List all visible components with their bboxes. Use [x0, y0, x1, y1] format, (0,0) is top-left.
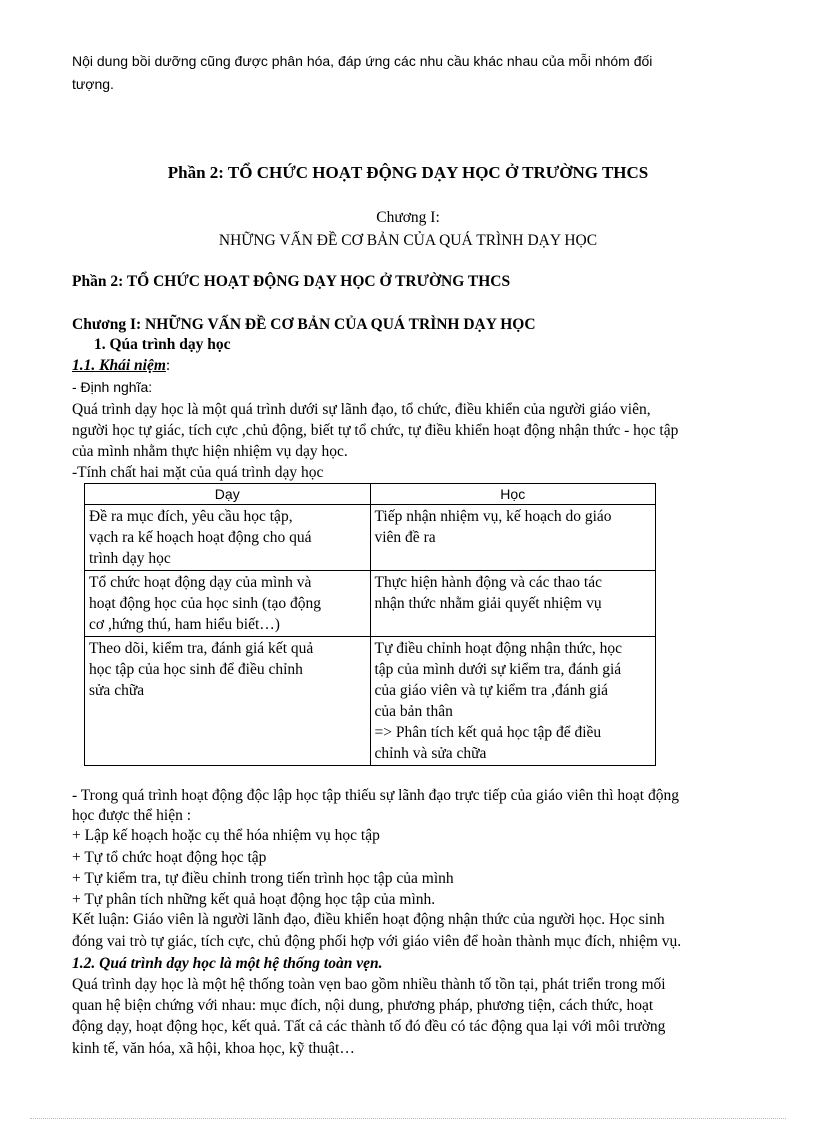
- subsection-1-1-title: 1.1. Khái niệm: [72, 357, 166, 374]
- subsection-1-1-heading: [72, 355, 170, 376]
- system-line-2: quan hệ biện chứng với nhau: mục đích, nội dung, phương pháp, phương tiện, cách thức, hoạt: [72, 997, 654, 1014]
- main-heading-part: Phần 2: TỔ CHỨC HOẠT ĐỘNG DẠY HỌC Ở TRƯỜNG THCS: [167, 163, 649, 182]
- cell-line: Đề ra mục đích, yêu cầu học tập,: [89, 508, 293, 525]
- two-sides-label: -Tính chất hai mặt của quá trình dạy học: [72, 464, 324, 481]
- table-cell-hoc: [370, 637, 656, 766]
- cell-line: trình dạy học: [89, 550, 171, 567]
- cell-line: nhận thức nhằm giải quyết nhiệm vụ: [374, 595, 602, 612]
- cell-line: Tiếp nhận nhiệm vụ, kế hoạch do giáo: [374, 508, 612, 525]
- teaching-learning-table: [84, 483, 656, 766]
- cell-line: của giáo viên và tự kiểm tra ,đánh giá: [374, 682, 608, 699]
- independent-line-1: - Trong quá trình hoạt động độc lập học tập thiếu sự lãnh đạo trực tiếp của giáo viên thì hoạt động: [72, 787, 679, 804]
- chapter-line: Chương I: NHỮNG VẤN ĐỀ CƠ BẢN CỦA QUÁ TRÌNH DẠY HỌC: [72, 316, 536, 333]
- table-header-row: [85, 484, 656, 505]
- cell-line: hoạt động học của học sinh (tạo động: [89, 595, 322, 612]
- section-1-heading: 1. Qúa trình dạy học: [94, 336, 231, 353]
- definition-label: - Định nghĩa:: [72, 379, 153, 395]
- cell-line: Tự điều chỉnh hoạt động nhận thức, học: [374, 640, 623, 657]
- cell-line: Thực hiện hành động và các thao tác: [374, 574, 602, 591]
- system-line-1: Quá trình dạy học là một hệ thống toàn vẹn bao gồm nhiều thành tố tồn tại, phát triển trong mối: [72, 976, 666, 993]
- definition-line-2: người học tự giác, tích cực ,chủ động, biết tự tổ chức, tự điều khiển hoạt động nhận thức - học tập: [72, 422, 679, 439]
- definition-line-3: của mình nhằm thực hiện nhiệm vụ dạy học.: [72, 443, 348, 460]
- bullet-item: + Lập kế hoạch hoặc cụ thể hóa nhiệm vụ học tập: [72, 827, 380, 844]
- definition-line-1: Quá trình dạy học là một quá trình dưới sự lãnh đạo, tổ chức, điều khiển của người giáo viên,: [72, 401, 651, 418]
- table-header-day: Dạy: [85, 484, 371, 505]
- bullet-item: + Tự kiểm tra, tự điều chỉnh trong tiến trình học tập của mình: [72, 870, 454, 887]
- table-header-hoc: Học: [370, 484, 656, 505]
- cell-line: của bản thân: [374, 703, 453, 720]
- independent-line-2: học được thể hiện :: [72, 807, 192, 824]
- part-line: Phần 2: TỔ CHỨC HOẠT ĐỘNG DẠY HỌC Ở TRƯỜNG THCS: [72, 273, 511, 290]
- intro-line-1: Nội dung bồi dưỡng cũng được phân hóa, đáp ứng các nhu cầu khác nhau của mỗi nhóm đối: [72, 53, 653, 69]
- table-row: [85, 637, 656, 766]
- cell-line: viên đề ra: [374, 529, 436, 546]
- system-line-4: kinh tế, văn hóa, xã hội, khoa học, kỹ thuật…: [72, 1040, 355, 1057]
- cell-line: sửa chữa: [89, 682, 145, 699]
- cell-line: cơ ,hứng thú, ham hiểu biết…): [89, 616, 280, 633]
- system-line-3: động dạy, hoạt động học, kết quả. Tất cả các thành tố đó đều có tác động qua lại với môi trường: [72, 1018, 666, 1035]
- cell-line: Theo dõi, kiểm tra, đánh giá kết quả: [89, 640, 314, 657]
- table-cell-day: [85, 637, 371, 766]
- subsection-1-1-colon: :: [165, 357, 171, 374]
- table-row: [85, 571, 656, 637]
- table-cell-hoc: [370, 505, 656, 571]
- main-heading-chapter-title: NHỮNG VẤN ĐỀ CƠ BẢN CỦA QUÁ TRÌNH DẠY HỌC: [218, 232, 598, 249]
- cell-line: vạch ra kế hoạch hoạt động cho quá: [89, 529, 312, 546]
- table-cell-day: [85, 505, 371, 571]
- cell-line: tập của mình dưới sự kiểm tra, đánh giá: [374, 661, 622, 678]
- cell-line: chỉnh và sửa chữa: [374, 745, 487, 762]
- conclusion-line-2: đóng vai trò tự giác, tích cực, chủ động phối hợp với giáo viên để hoàn thành mục đích, nhiệm vụ.: [72, 933, 682, 950]
- cell-line: học tập của học sinh để điều chỉnh: [89, 661, 303, 678]
- table-row: [85, 505, 656, 571]
- cell-line: => Phân tích kết quả học tập để điều: [374, 724, 602, 741]
- bullet-item: + Tự phân tích những kết quả hoạt động học tập của mình.: [72, 891, 436, 908]
- intro-line-2: tượng.: [72, 76, 114, 92]
- table-cell-day: [85, 571, 371, 637]
- table-cell-hoc: [370, 571, 656, 637]
- subsection-1-2-heading: 1.2. Quá trình dạy học là một hệ thống toàn vẹn.: [72, 955, 383, 972]
- conclusion-line-1: Kết luận: Giáo viên là người lãnh đạo, điều khiển hoạt động nhận thức của người học. Học sinh: [72, 911, 665, 928]
- cell-line: Tổ chức hoạt động dạy của mình và: [89, 574, 312, 591]
- main-heading-chapter: Chương I:: [376, 209, 440, 226]
- page-bottom-rule: [30, 1118, 786, 1119]
- bullet-item: + Tự tổ chức hoạt động học tập: [72, 849, 267, 866]
